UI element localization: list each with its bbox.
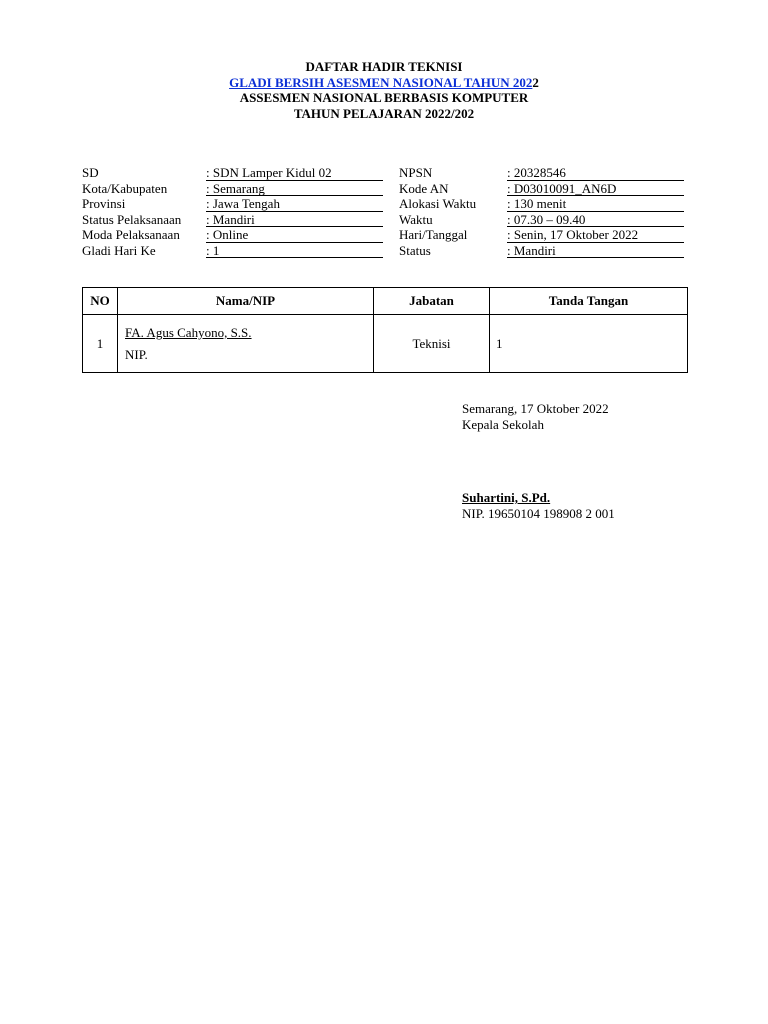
info-value: : Mandiri	[206, 212, 383, 228]
event-tail: 2	[532, 74, 539, 90]
technician-nip: NIP.	[125, 347, 148, 362]
info-row-status-pelaksanaan	[82, 212, 392, 228]
signature-role: Kepala Sekolah	[462, 416, 544, 432]
info-value: : Jawa Tengah	[206, 196, 383, 212]
event-link[interactable]: GLADI BERSIH ASESMEN NASIONAL TAHUN 202	[229, 74, 533, 90]
info-row-hari-tanggal	[399, 227, 699, 243]
signature-place-date: Semarang, 17 Oktober 2022	[462, 401, 609, 416]
info-value: : 130 menit	[507, 196, 684, 212]
info-label: NPSN	[399, 165, 433, 180]
signature-name: Suhartini, S.Pd.	[462, 490, 551, 505]
info-row-status	[399, 243, 699, 259]
info-row-kode-an	[399, 181, 699, 197]
info-row-provinsi	[82, 196, 392, 212]
signature-block-top	[462, 401, 609, 432]
table-row	[83, 315, 688, 373]
cell-no: 1	[83, 315, 118, 373]
info-row-moda	[82, 227, 392, 243]
info-label: SD	[82, 165, 99, 180]
info-label: Provinsi	[82, 196, 126, 211]
info-row-kota	[82, 181, 392, 197]
header-program: ASSESMEN NASIONAL BERBASIS KOMPUTER	[239, 90, 529, 105]
info-block-left	[82, 165, 392, 258]
signature-block-bottom	[462, 490, 615, 521]
info-label: Status	[399, 242, 431, 258]
info-label: Status Pelaksanaan	[82, 211, 182, 227]
info-value: : 20328546	[507, 165, 684, 181]
header-title: DAFTAR HADIR TEKNISI	[305, 59, 463, 74]
info-row-alokasi	[399, 196, 699, 212]
info-row-sd	[82, 165, 392, 181]
col-header-signature: Tanda Tangan	[490, 288, 688, 315]
technician-name: FA. Agus Cahyono, S.S.	[125, 325, 252, 340]
info-label: Gladi Hari Ke	[82, 242, 156, 258]
table-header-row	[83, 288, 688, 315]
header-year: TAHUN PELAJARAN 2022/202	[293, 105, 475, 121]
info-value: : 1	[206, 243, 383, 259]
info-value: : Senin, 17 Oktober 2022	[507, 227, 684, 243]
cell-name-nip	[118, 315, 374, 373]
col-header-name: Nama/NIP	[118, 288, 374, 315]
col-header-jabatan: Jabatan	[374, 288, 490, 315]
info-label: Alokasi Waktu	[399, 196, 477, 211]
info-value: : Online	[206, 227, 383, 243]
info-value: : 07.30 – 09.40	[507, 212, 684, 228]
info-value: : D03010091_AN6D	[507, 181, 684, 197]
info-block-right	[399, 165, 699, 258]
info-label: Waktu	[399, 211, 433, 227]
info-label: Hari/Tanggal	[399, 227, 468, 242]
info-label: Moda Pelaksanaan	[82, 227, 180, 242]
cell-signature: 1	[490, 315, 688, 373]
info-label: Kode AN	[399, 180, 449, 196]
attendance-table	[82, 287, 688, 373]
header-event-line	[0, 75, 768, 91]
document-header	[0, 59, 768, 121]
info-value: : Semarang	[206, 181, 383, 197]
signature-nip: NIP. 19650104 198908 2 001	[462, 505, 615, 521]
info-value: : SDN Lamper Kidul 02	[206, 165, 383, 181]
col-header-no: NO	[83, 288, 118, 315]
info-label: Kota/Kabupaten	[82, 180, 168, 196]
info-row-waktu	[399, 212, 699, 228]
info-value: : Mandiri	[507, 243, 684, 259]
info-row-gladi-hari	[82, 243, 392, 259]
info-row-npsn	[399, 165, 699, 181]
cell-jabatan: Teknisi	[374, 315, 490, 373]
